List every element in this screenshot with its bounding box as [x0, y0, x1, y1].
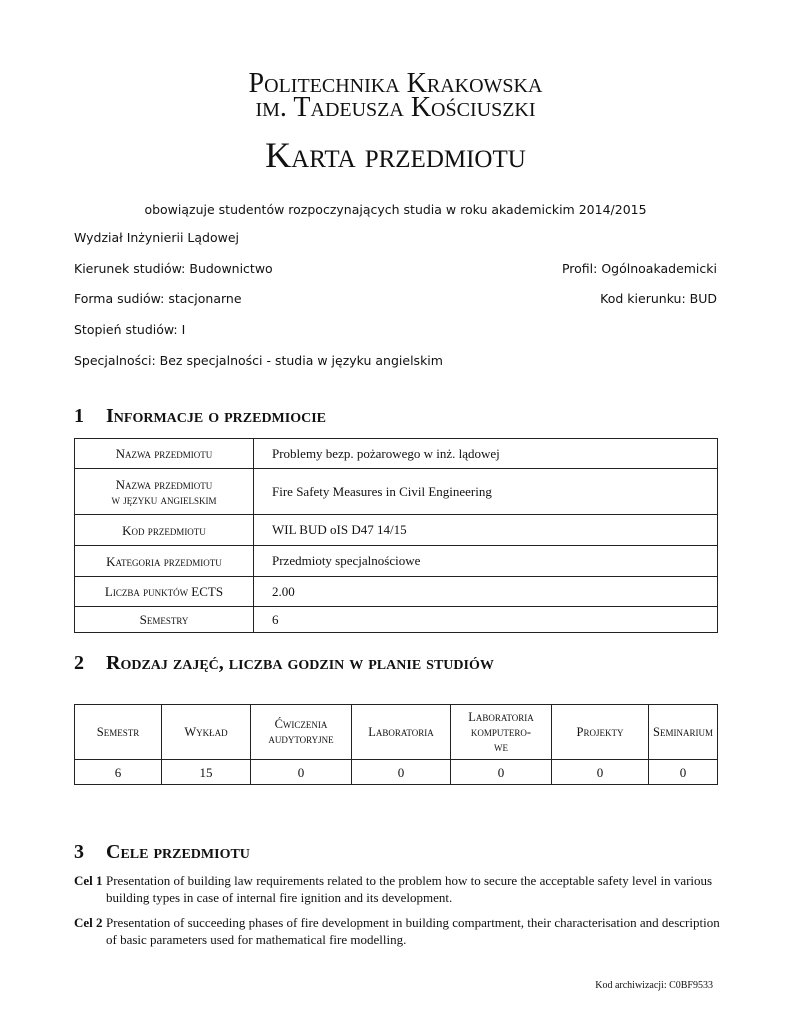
info-key-line: Nazwa przedmiotu [115, 446, 213, 461]
column-header: Laboratoria komputero- we [451, 705, 552, 760]
info-value: Fire Safety Measures in Civil Engineering [254, 469, 718, 515]
specialties: Specjalności: Bez specjalności - studia w języku angielskim [74, 353, 443, 368]
section-number: 2 [74, 652, 84, 674]
section-title: Cele przedmiotu [106, 841, 250, 863]
goal-item [74, 914, 722, 948]
info-key [75, 546, 254, 577]
info-value: Przedmioty specjalnościowe [254, 546, 718, 577]
info-key-line: Semestry [139, 612, 189, 627]
degree-level: Stopień studiów: I [74, 322, 186, 337]
info-key [75, 439, 254, 469]
field-code: Kod kierunku: BUD [600, 291, 717, 306]
table-row [75, 577, 718, 607]
info-key-line: Kategoria przedmiotu [106, 553, 222, 569]
table-cell: 0 [251, 760, 352, 785]
section-title: Informacje o przedmiocie [106, 405, 327, 427]
section-2-heading [74, 652, 494, 675]
profile: Profil: Ogólnoakademicki [561, 261, 717, 276]
table-cell: 0 [451, 760, 552, 785]
university-name: Politechnika Krakowska [248, 68, 543, 99]
university-patron: im. Tadeusza Kościuszki [255, 92, 536, 123]
section-3-heading [74, 841, 250, 864]
info-value: WIL BUD oIS D47 14/15 [254, 515, 718, 546]
goal-label: Cel 2 [74, 915, 103, 930]
column-header: Wykład [162, 705, 251, 760]
faculty: Wydział Inżynierii Lądowej [74, 230, 239, 245]
info-key [75, 469, 254, 515]
goal-label: Cel 1 [74, 873, 103, 888]
column-header: Semestr [75, 705, 162, 760]
table-row [75, 760, 718, 785]
info-value: 6 [254, 607, 718, 633]
table-cell: 15 [162, 760, 251, 785]
info-key [75, 577, 254, 607]
info-key-line: Nazwa przedmiotu [115, 476, 213, 492]
validity-note: obowiązuje studentów rozpoczynających studia w roku akademickim 2014/2015 [144, 202, 647, 217]
table-cell: 6 [75, 760, 162, 785]
column-header: Laboratoria [352, 705, 451, 760]
info-key-line: Kod przedmiotu [122, 522, 206, 538]
info-value: Problemy bezp. pożarowego w inż. lądowej [254, 439, 718, 469]
goal-item [74, 872, 722, 906]
table-header-row [75, 705, 718, 760]
table-row [75, 607, 718, 633]
field-of-study: Kierunek studiów: Budownictwo [74, 261, 273, 276]
info-key-line: w języku angielskim [111, 491, 217, 507]
goal-text: Presentation of building law requirements related to the problem how to secure the acceptable safety level in various building types in case of internal fire ignition and its development. [106, 873, 713, 905]
table-row [75, 469, 718, 515]
document-title: Karta przedmiotu [265, 135, 526, 175]
study-form: Forma sudiów: stacjonarne [74, 291, 242, 306]
info-key [75, 607, 254, 633]
info-key-line: Liczba punktów ECTS [104, 584, 224, 599]
column-header: Ćwiczenia audytoryjne [251, 705, 352, 760]
table-row [75, 515, 718, 546]
info-value: 2.00 [254, 577, 718, 607]
table-cell: 0 [552, 760, 649, 785]
table-row [75, 439, 718, 469]
column-header: Seminarium [649, 705, 718, 760]
table-row [75, 546, 718, 577]
goal-text: Presentation of succeeding phases of fire development in building compartment, their characterisation and description of basic parameters used for mathematical fire modelling. [106, 915, 720, 947]
table-cell: 0 [352, 760, 451, 785]
column-header: Projekty [552, 705, 649, 760]
archive-code: Kod archiwizacji: C0BF9533 [595, 980, 713, 991]
section-1-heading [74, 405, 326, 428]
info-key [75, 515, 254, 546]
course-info-table [74, 438, 718, 633]
hours-table [74, 704, 718, 785]
section-number: 1 [74, 405, 84, 427]
section-title: Rodzaj zajęć, liczba godzin w planie studiów [106, 652, 494, 674]
table-cell: 0 [649, 760, 718, 785]
section-number: 3 [74, 841, 84, 863]
